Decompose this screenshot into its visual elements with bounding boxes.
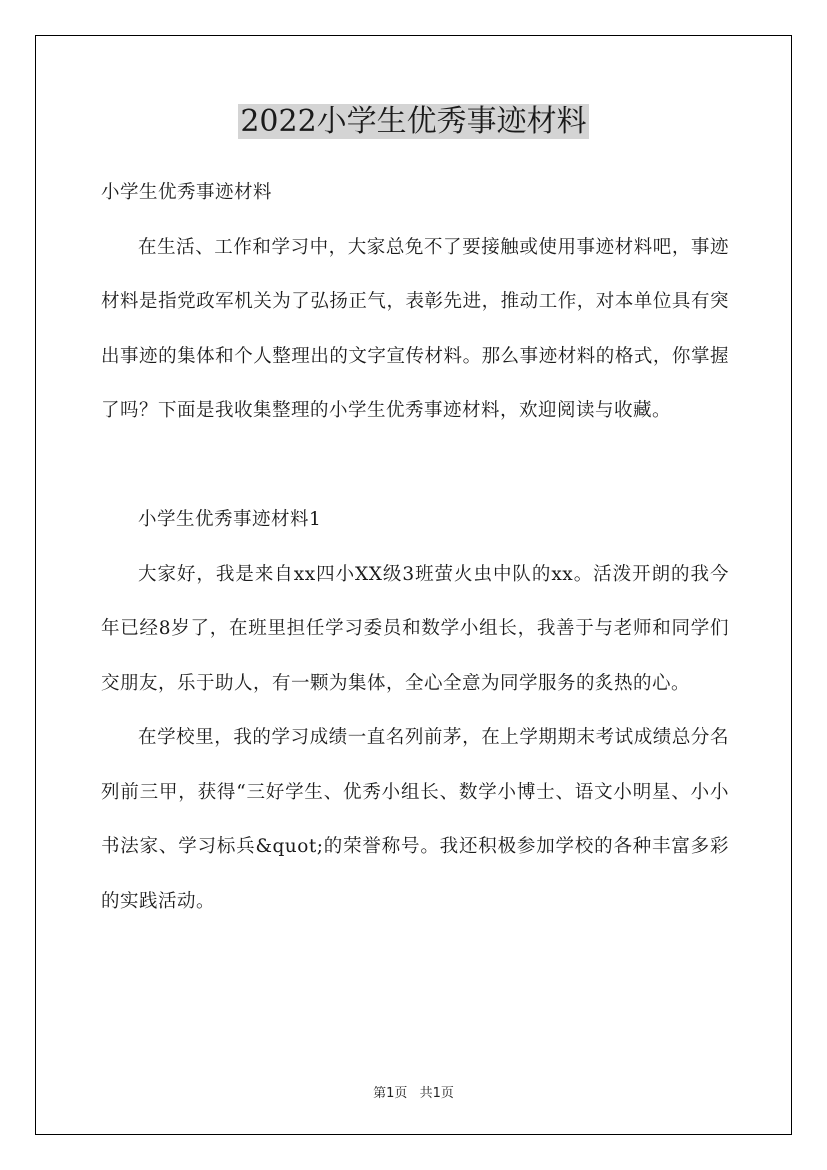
page-number: 第1页 [373, 1086, 408, 1101]
intro-paragraph: 在生活、工作和学习中，大家总免不了要接触或使用事迹材料吧，事迹材料是指党政军机关为了弘扬正气，表彰先进，推动工作，对本单位具有突出事迹的集体和个人整理出的文字宣传材料。那么事迹材料的格式，你掌握了吗？下面是我收集整理的小学生优秀事迹材料，欢迎阅读与收藏。 [101, 236, 729, 421]
body-paragraph: 在学校里，我的学习成绩一直名列前茅，在上学期期末考试成绩总分名列前三甲，获得“三好学生、优秀小组长、数学小博士、语文小明星、小小书法家、学习标兵&quot;的荣誉称号。我还积极参加学校的各种丰富多彩的实践活动。 [101, 727, 729, 912]
blank-line [101, 439, 729, 494]
section-heading: 小学生优秀事迹材料1 [138, 509, 322, 530]
document-title [0, 102, 827, 142]
page-total: 共1页 [419, 1086, 454, 1101]
page-footer [0, 1082, 827, 1101]
body-paragraph: 大家好，我是来自xx四小XX级3班萤火虫中队的xx。活泼开朗的我今年已经8岁了，在班里担任学习委员和数学小组长，我善于与老师和同学们交朋友，乐于助人，有一颗为集体，全心全意为同学服务的炙热的心。 [101, 563, 729, 694]
document-subtitle: 小学生优秀事迹材料 [101, 182, 273, 203]
document-title-text: 2022小学生优秀事迹材料 [240, 104, 587, 139]
document-body [101, 166, 729, 929]
